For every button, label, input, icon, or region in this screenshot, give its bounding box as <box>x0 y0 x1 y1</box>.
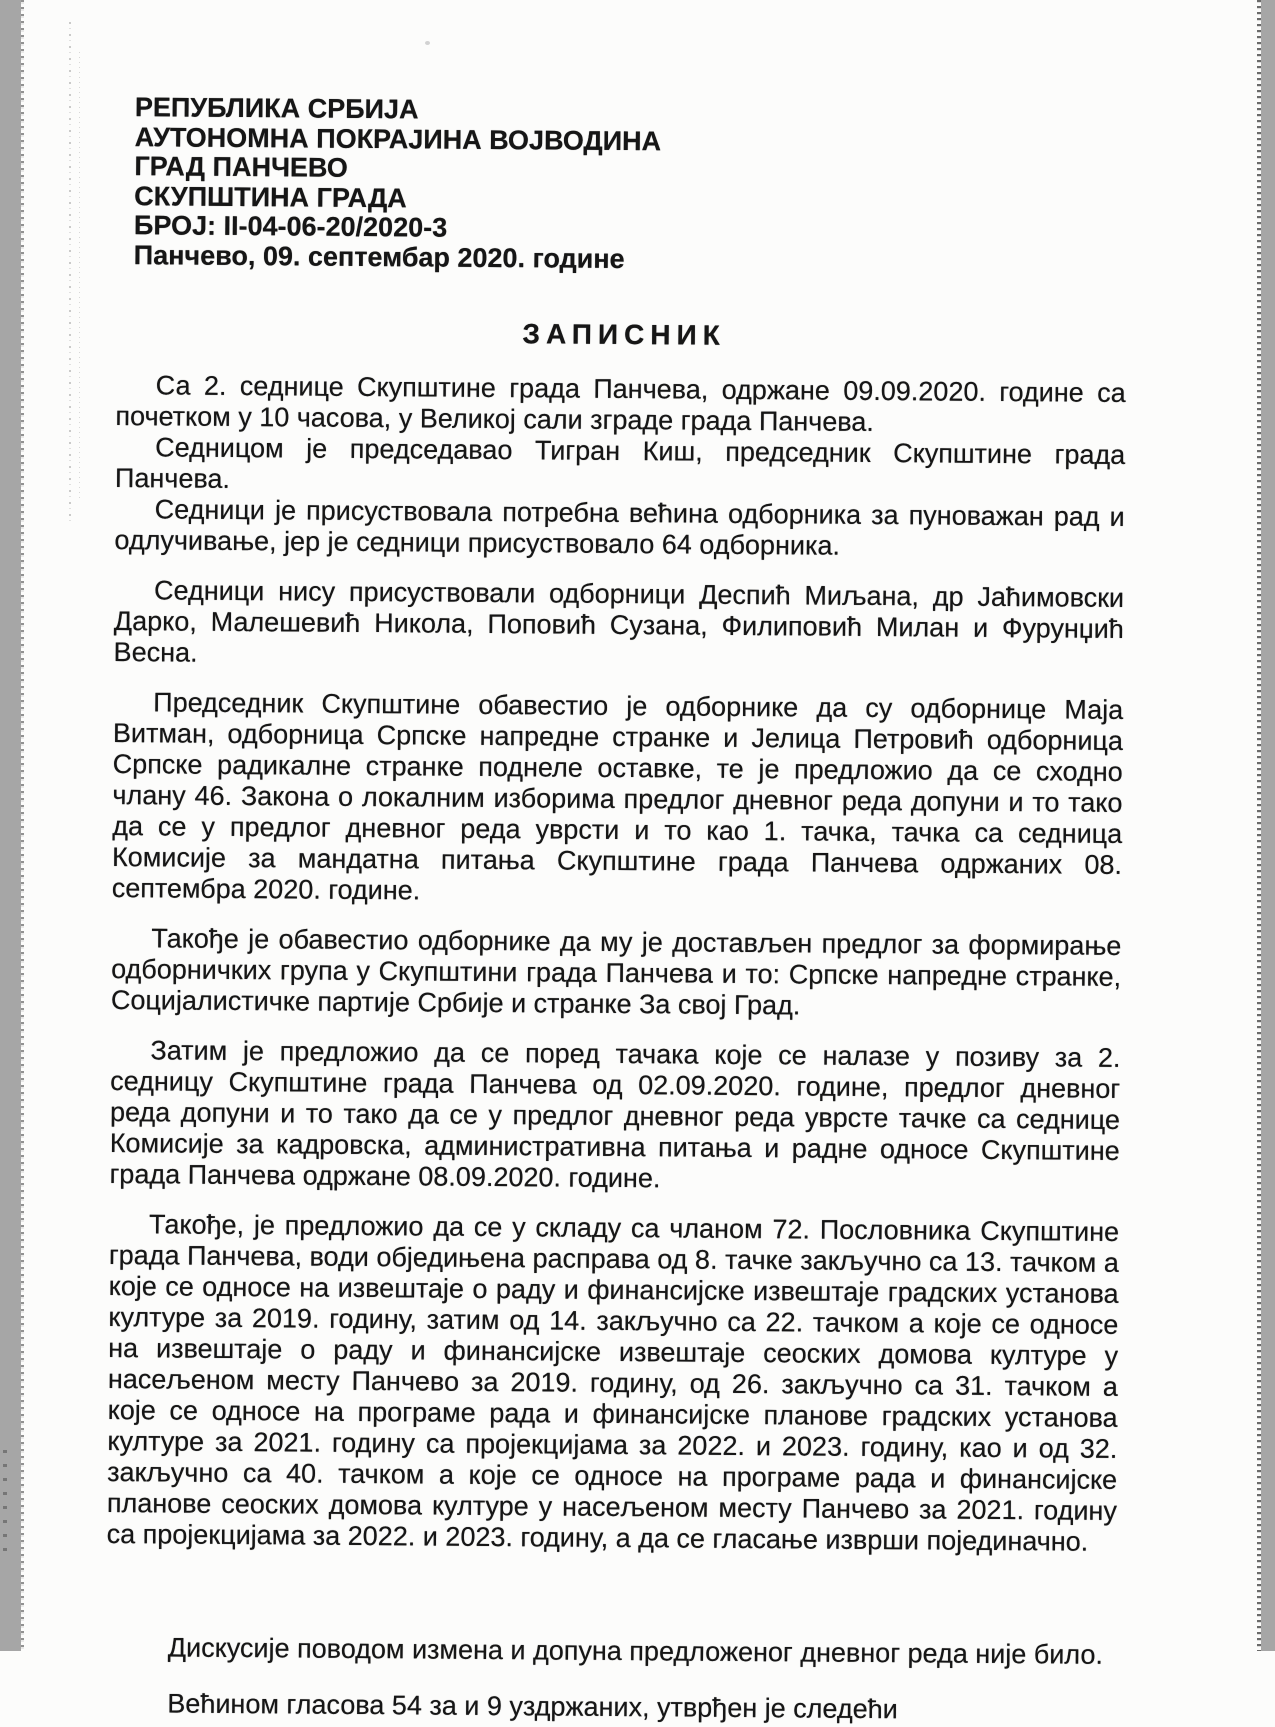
paragraph: Затим је предложио да се поред тачака које се налазе у позиву за 2. седницу Скупштине града Панчева од 02.09.2020. године, предлог дневног реда допуни и то тако да се у предлог дневног реда уврсте тачке са седнице Комисије за кадровска, административна питања и радне односе Скупштине града Панчева одржане 08.09.2020. године. <box>109 1035 1121 1194</box>
letterhead-line: АУТОНОМНА ПОКРАЈИНА ВОЈВОДИНА <box>134 121 662 156</box>
letterhead <box>134 93 1128 278</box>
paragraph: Седници је присуствовала потребна већина одборника за пуноважан рад и одлучивање, јер је седници присуствовало 64 одборника. <box>114 494 1125 561</box>
paragraph: Дискусије поводом измена и допуна предложеног дневног реда није било. <box>167 1632 1104 1670</box>
letterhead-line: БРОЈ: II-04-06-20/2020-3 <box>133 210 448 243</box>
paragraph: Са 2. седнице Скупштине града Панчева, одржане 09.09.2020. године са почетком у 10 часова, у Великој сали зграде града Панчева. <box>115 370 1126 437</box>
document-title: ЗАПИСНИК <box>522 318 726 351</box>
paragraph: Председник Скупштине обавестио је одборнике да су одборнице Маја Витман, одборница Српске напредне странке и Јелица Петровић одборница Српске радикалне странке поднеле оставке, те је предложио да се сходно члану 46. Закона о локалним изборима предлог дневног реда допуни и то тако да се у предлог дневног реда уврсти и то као 1. тачка, тачка са седница Комисије за мандатна питања Скупштине града Панчева одржаних 08. септембра 2020. године. <box>111 687 1124 906</box>
letterhead-line: РЕПУБЛИКА СРБИЈА <box>134 92 419 125</box>
scanner-edge-marks <box>3 1450 7 1560</box>
paragraph: Седници нису присуствовали одборници Деспић Миљана, др Јаћимовски Дарко, Малешевић Никола, Поповић Сузана, Филиповић Милан и Фурунџић Весна. <box>113 575 1125 668</box>
document-body <box>105 370 1126 1727</box>
bleedthrough-line <box>69 22 71 522</box>
letterhead-line: ГРАД ПАНЧЕВО <box>134 151 348 183</box>
scan-speck <box>425 41 430 45</box>
left-edge-bleedthrough-artifacts <box>57 22 93 522</box>
document-content <box>105 93 1128 1727</box>
paragraph: Такође је обавестио одборнике да му је достављен предлог за формирање одборничких група у Скупштини града Панчева и то: Српске напредне странке, Социјалистичке партије Србије и странке За свој Град. <box>110 923 1122 1021</box>
bleedthrough-line <box>79 52 80 502</box>
paragraph: Такође, је предложио да се у складу са чланом 72. Пословника Скупштине града Панчева, води обједињена расправа од 8. тачке закључно са 13. тачком а које се односе на извештаје о раду и финансијске извештаје градских установа културе за 2019. годину, затим од 14. закључно са 22. тачком а које се односе на извештаје о раду и финансијске извештаје сеоских домова културе у насељеном месту Панчево за 2019. годину, од 26. закључно са 31. тачком а које се односе на програме рада и финансијске планове градских установа културе за 2021. годину са пројекцијама за 2022. и 2023. годину, као и од 32. закључно са 40. тачком а које се односе на програме рада и финансијске планове сеоских домова културе у насељеном месту Панчево за 2021. годину са пројекцијама за 2022. и 2023. годину, а да се гласање изврши појединачно. <box>106 1209 1120 1557</box>
paragraph: Седницом је председавао Тигран Киш, председник Скупштине града Панчева. <box>114 432 1126 494</box>
scanner-edge-band-right <box>1261 0 1275 1651</box>
paragraph: Већином гласова 54 за и 9 уздржаних, утврђен је следећи <box>167 1688 898 1725</box>
letterhead-line: СКУПШТИНА ГРАДА <box>134 180 407 213</box>
scanner-edge-band-left <box>0 0 21 1651</box>
letterhead-line: Панчево, 09. септембар 2020. године <box>133 239 625 274</box>
